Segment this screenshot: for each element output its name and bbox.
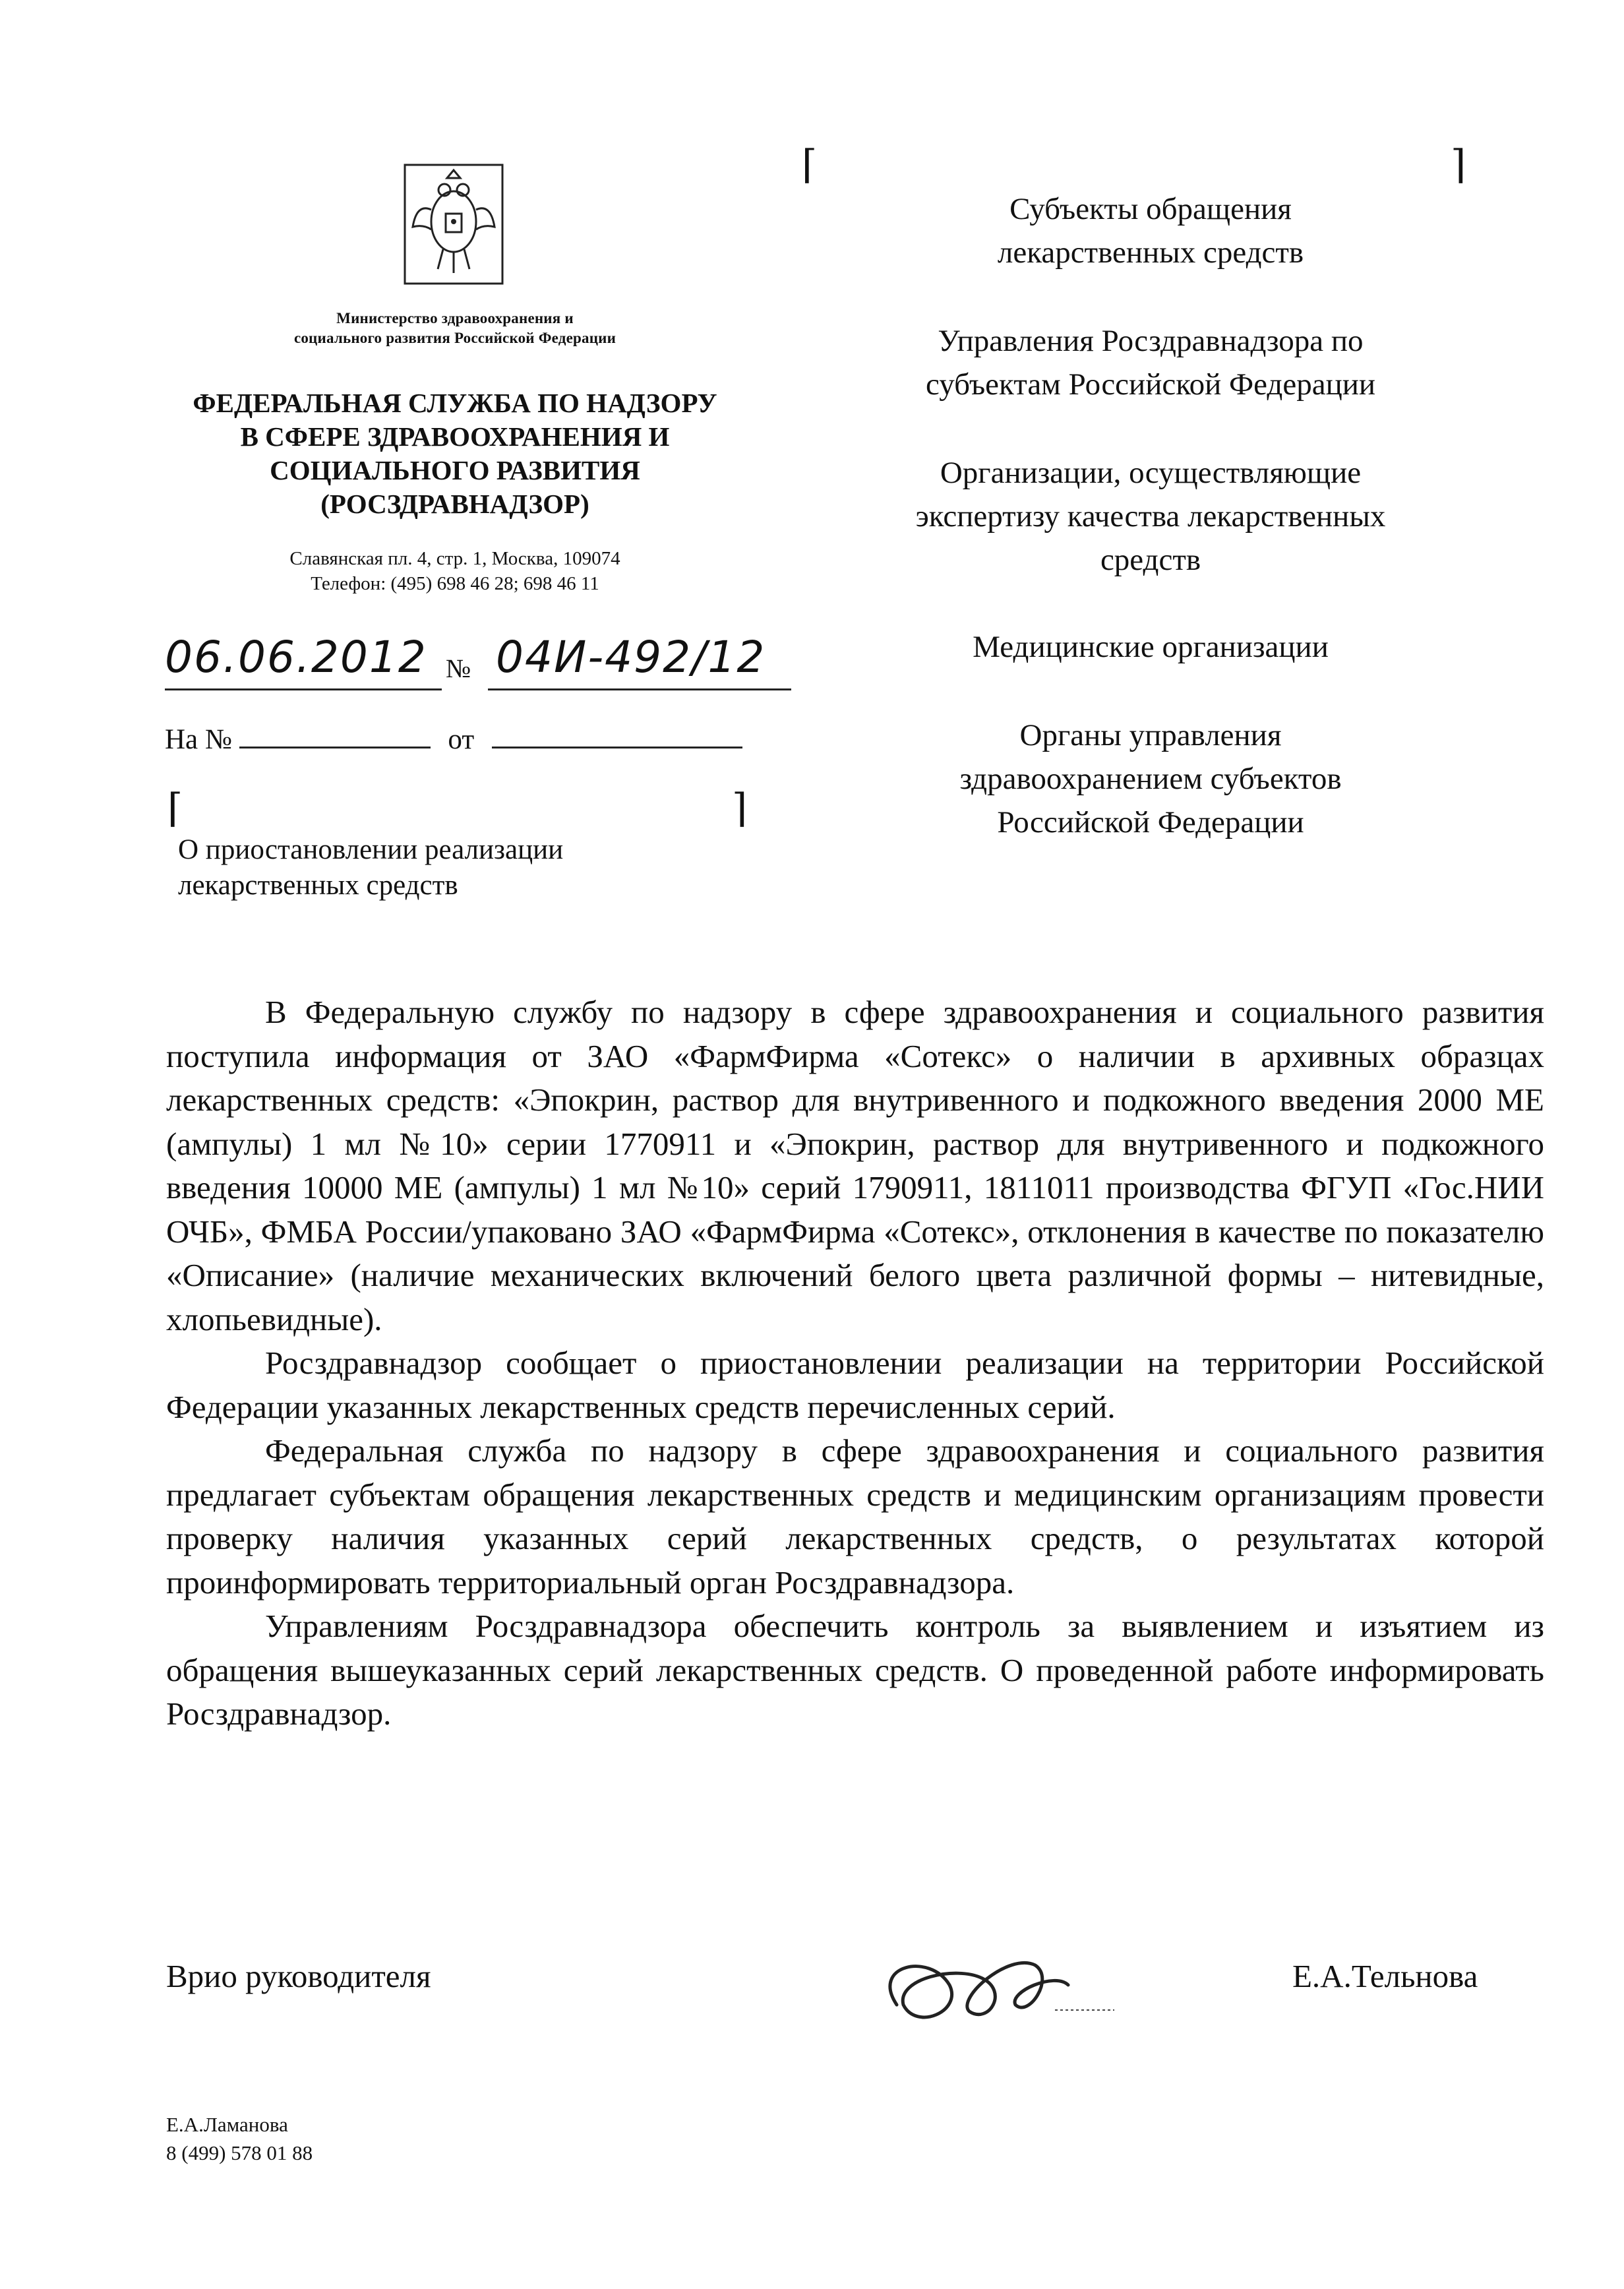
body-paragraph: Федеральная служба по надзору в сфере здравоохранения и социального развития предлагает субъектам обращения лекарственных средств и медицинским организациям провести проверку наличия указанных серий лекарственных средств, о результатах которой проинформировать территориальный орган Росздравнадзора. [166, 1432, 1544, 1601]
number-underline [488, 688, 791, 690]
addressee-corner-right: ⌉ [1451, 143, 1466, 187]
reference-from-label: от [448, 724, 475, 755]
executor [166, 2110, 313, 2167]
executor-phone: 8 (499) 578 01 88 [166, 2141, 313, 2164]
body-paragraph: Росздравнадзор сообщает о приостановлении реализации на территории Российской Федерации указанных лекарственных средств перечисленных серий. [166, 1345, 1544, 1425]
registration-date: 06.06.2012 [165, 632, 427, 683]
ministry-name: Министерство здравоохранения и социального развития Российской Федерации [293, 310, 617, 346]
letter-body [166, 991, 1544, 1736]
addressee-block: Субъекты обращения лекарственных средств [997, 192, 1304, 270]
handwritten-signature [857, 1926, 1121, 2044]
addressee-corner-left: ⌈ [802, 143, 818, 187]
date-underline [165, 688, 442, 690]
addressee-block: Управления Росздравнадзора по субъектам Российской Федерации [925, 324, 1376, 402]
reference-label: На № [165, 724, 232, 755]
number-sign: № [446, 654, 471, 683]
service-address: Славянская пл. 4, стр. 1, Москва, 109074 Телефон: (495) 698 46 28; 698 46 11 [289, 548, 620, 594]
body-paragraph: Управлениям Росздравнадзора обеспечить контроль за выявлением и изъятием из обращения вышеуказанных серий лекарственных средств. О проведенной работе информировать Росздравнадзор. [166, 1608, 1544, 1732]
reference-number-blank [239, 727, 431, 748]
service-name: ФЕДЕРАЛЬНАЯ СЛУЖБА ПО НАДЗОРУ В СФЕРЕ ЗДРАВООХРАНЕНИЯ И СОЦИАЛЬНОГО РАЗВИТИЯ (РОСЗДРАВНАДЗОР) [193, 388, 717, 519]
registration-number: 04И-492/12 [496, 632, 766, 683]
addressee-block: Организации, осуществляющие экспертизу качества лекарственных средств [915, 456, 1386, 577]
subject-corner-right: ⌉ [732, 787, 748, 830]
reference-row [165, 723, 742, 756]
executor-name: Е.А.Ламанова [166, 2113, 288, 2136]
body-paragraph: В Федеральную службу по надзору в сфере здравоохранения и социального развития поступила информация от ЗАО «ФармФирма «Сотекс» о наличии в архивных образцах лекарственных средств: «Эпокрин, раствор для внутривенного и подкожного введения 2000 МЕ (ампулы) 1 мл №10» серии 1770911 и «Эпокрин, раствор для внутривенного и подкожного введения 10000 МЕ (ампулы) 1 мл №10» серий 1790911, 1811011 производства ФГУП «Гос.НИИ ОЧБ», ФМБА России/упаковано ЗАО «ФармФирма «Сотекс», отклонения в качестве по показателю «Описание» (наличие механических включений белого цвета различной формы – нитевидные, хлопьевидные). [166, 994, 1544, 1337]
addressee-block: Медицинские организации [973, 630, 1329, 664]
subject: О приостановлении реализации лекарственных средств [178, 834, 564, 901]
subject-corner-left: ⌈ [167, 787, 183, 830]
addressee-block: Органы управления здравоохранением субъектов Российской Федерации [959, 718, 1342, 839]
reference-date-blank [492, 727, 742, 748]
coat-of-arms-icon [404, 164, 504, 285]
signatory-name: Е.А.Тельнова [1292, 1958, 1478, 1994]
signatory-title: Врио руководителя [166, 1958, 431, 1994]
